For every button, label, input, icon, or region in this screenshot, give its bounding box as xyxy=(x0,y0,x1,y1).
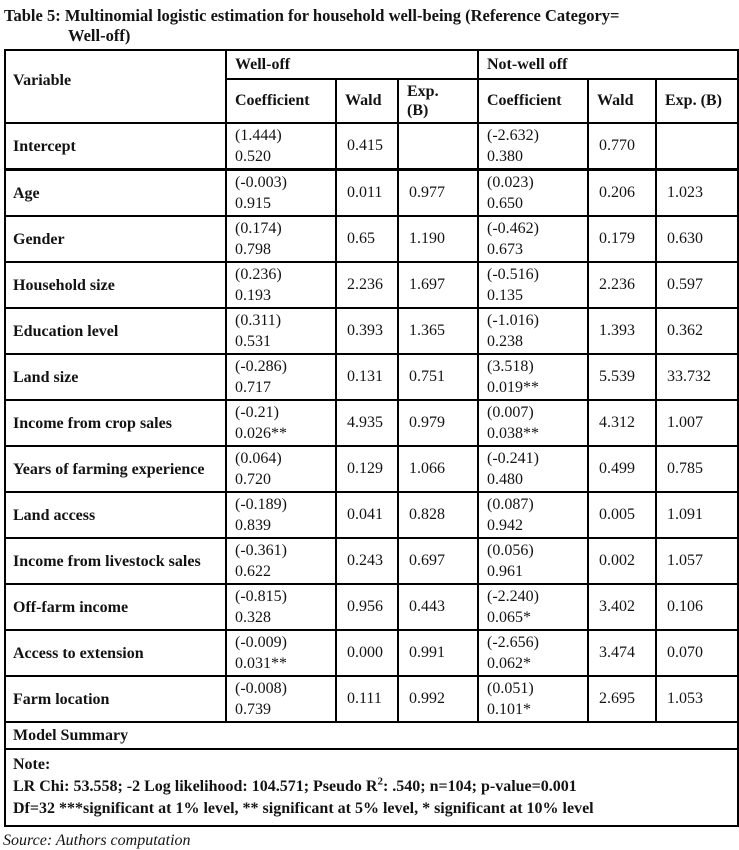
note-block xyxy=(5,749,738,826)
notwell-expb-cell xyxy=(656,123,738,170)
well-wald-cell: 0.393 xyxy=(336,308,398,354)
notwell-wald-cell: 3.474 xyxy=(588,630,656,676)
notwell-wald-cell: 0.206 xyxy=(588,170,656,217)
notwell-expb-cell: 1.057 xyxy=(656,538,738,584)
well-wald-cell: 0.956 xyxy=(336,584,398,630)
notwell-expb-cell: 0.630 xyxy=(656,216,738,262)
variable-cell: Education level xyxy=(5,308,226,354)
notwell-coefficient-cell: (-0.462) 0.673 xyxy=(478,216,588,262)
notwell-expb-cell: 0.597 xyxy=(656,262,738,308)
notwell-expb-cell: 33.732 xyxy=(656,354,738,400)
well-coefficient-cell: (1.444) 0.520 xyxy=(226,123,336,170)
notwell-wald-cell: 5.539 xyxy=(588,354,656,400)
table-row xyxy=(5,584,738,630)
well-coefficient-cell: (-0.003) 0.915 xyxy=(226,170,336,217)
notwell-coefficient-cell: (0.087) 0.942 xyxy=(478,492,588,538)
variable-cell: Land size xyxy=(5,354,226,400)
notwell-coefficient-cell: (0.056) 0.961 xyxy=(478,538,588,584)
notwell-wald-cell: 4.312 xyxy=(588,400,656,446)
notwell-coefficient-cell: (-2.632) 0.380 xyxy=(478,123,588,170)
well-wald-cell: 0.041 xyxy=(336,492,398,538)
well-expb-cell: 1.190 xyxy=(398,216,478,262)
well-coefficient-cell: (-0.009) 0.031** xyxy=(226,630,336,676)
well-expb-header: Exp. (B) xyxy=(398,79,478,123)
notwell-coefficient-header: Coefficient xyxy=(478,79,588,123)
group-header-not-well-off: Not-well off xyxy=(478,50,738,79)
well-expb-cell: 1.066 xyxy=(398,446,478,492)
notwell-coefficient-cell: (3.518) 0.019** xyxy=(478,354,588,400)
table-row xyxy=(5,400,738,446)
variable-cell: Years of farming experience xyxy=(5,446,226,492)
notwell-expb-cell: 0.106 xyxy=(656,584,738,630)
notwell-coefficient-cell: (-2.240) 0.065* xyxy=(478,584,588,630)
table-row xyxy=(5,354,738,400)
table-row xyxy=(5,676,738,722)
notwell-wald-cell: 0.005 xyxy=(588,492,656,538)
variable-cell: Access to extension xyxy=(5,630,226,676)
variable-cell: Intercept xyxy=(5,123,226,170)
variable-cell: Farm location xyxy=(5,676,226,722)
source-line: Source: Authors computation xyxy=(3,832,191,849)
well-expb-cell: 0.992 xyxy=(398,676,478,722)
table-row xyxy=(5,630,738,676)
notwell-wald-cell: 0.499 xyxy=(588,446,656,492)
notwell-wald-header: Wald xyxy=(588,79,656,123)
table-row xyxy=(5,446,738,492)
well-coefficient-cell: (-0.21) 0.026** xyxy=(226,400,336,446)
notwell-coefficient-cell: (0.023) 0.650 xyxy=(478,170,588,217)
table-row xyxy=(5,170,738,217)
well-expb-cell: 0.697 xyxy=(398,538,478,584)
well-expb-cell: 0.979 xyxy=(398,400,478,446)
notwell-expb-cell: 1.053 xyxy=(656,676,738,722)
well-expb-cell: 1.697 xyxy=(398,262,478,308)
table-row xyxy=(5,492,738,538)
notwell-wald-cell: 0.002 xyxy=(588,538,656,584)
notwell-expb-header: Exp. (B) xyxy=(656,79,738,123)
well-coefficient-cell: (-0.008) 0.739 xyxy=(226,676,336,722)
table-title xyxy=(0,0,738,49)
well-expb-cell: 1.365 xyxy=(398,308,478,354)
notwell-expb-cell: 0.785 xyxy=(656,446,738,492)
variable-cell: Income from crop sales xyxy=(5,400,226,446)
table-row xyxy=(5,123,738,170)
notwell-wald-cell: 0.179 xyxy=(588,216,656,262)
well-wald-cell: 2.236 xyxy=(336,262,398,308)
well-coefficient-cell: (0.236) 0.193 xyxy=(226,262,336,308)
notwell-expb-cell: 1.007 xyxy=(656,400,738,446)
well-coefficient-cell: (-0.815) 0.328 xyxy=(226,584,336,630)
well-expb-cell: 0.828 xyxy=(398,492,478,538)
notwell-wald-cell: 2.695 xyxy=(588,676,656,722)
well-wald-cell: 0.243 xyxy=(336,538,398,584)
table-title-line2: Well-off) xyxy=(68,26,131,45)
notwell-coefficient-cell: (0.007) 0.038** xyxy=(478,400,588,446)
well-expb-cell: 0.443 xyxy=(398,584,478,630)
notwell-coefficient-cell: (0.051) 0.101* xyxy=(478,676,588,722)
well-coefficient-cell: (0.174) 0.798 xyxy=(226,216,336,262)
model-summary-row xyxy=(5,722,738,749)
well-coefficient-cell: (-0.361) 0.622 xyxy=(226,538,336,584)
table-row xyxy=(5,308,738,354)
model-summary-label: Model Summary xyxy=(5,722,738,749)
well-wald-cell: 0.65 xyxy=(336,216,398,262)
well-wald-cell: 0.111 xyxy=(336,676,398,722)
well-expb-cell: 0.751 xyxy=(398,354,478,400)
well-wald-cell: 0.415 xyxy=(336,123,398,170)
table-title-line1: Table 5: Multinomial logistic estimation for household well-being (Reference Category= xyxy=(4,6,620,25)
notwell-wald-cell: 1.393 xyxy=(588,308,656,354)
well-wald-cell: 0.000 xyxy=(336,630,398,676)
note-row xyxy=(5,749,738,826)
well-wald-cell: 0.129 xyxy=(336,446,398,492)
well-wald-cell: 0.131 xyxy=(336,354,398,400)
notwell-wald-cell: 2.236 xyxy=(588,262,656,308)
well-wald-header: Wald xyxy=(336,79,398,123)
table-row xyxy=(5,262,738,308)
well-wald-cell: 4.935 xyxy=(336,400,398,446)
well-expb-cell xyxy=(398,123,478,170)
notwell-expb-cell: 0.070 xyxy=(656,630,738,676)
variable-cell: Land access xyxy=(5,492,226,538)
note-line2: LR Chi: 53.558; -2 Log likelihood: 104.571; Pseudo $R^2$: .540; n=104; p-value=0.001 xyxy=(13,775,577,795)
notwell-coefficient-cell: (-0.241) 0.480 xyxy=(478,446,588,492)
note-line3: Df=32 ***significant at 1% level, ** significant at 5% level, * significant at 10% level xyxy=(13,800,594,817)
variable-cell: Age xyxy=(5,170,226,217)
variable-cell: Household size xyxy=(5,262,226,308)
notwell-coefficient-cell: (-2.656) 0.062* xyxy=(478,630,588,676)
well-coefficient-cell: (-0.189) 0.839 xyxy=(226,492,336,538)
notwell-expb-cell: 1.023 xyxy=(656,170,738,217)
well-coefficient-cell: (-0.286) 0.717 xyxy=(226,354,336,400)
results-table xyxy=(4,49,739,827)
table-row xyxy=(5,216,738,262)
table-row xyxy=(5,538,738,584)
group-header-well-off: Well-off xyxy=(226,50,478,79)
notwell-expb-cell: 0.362 xyxy=(656,308,738,354)
note-line1: Note: xyxy=(13,756,51,773)
well-wald-cell: 0.011 xyxy=(336,170,398,217)
variable-cell: Off-farm income xyxy=(5,584,226,630)
variable-column-header: Variable xyxy=(5,50,226,123)
well-coefficient-cell: (0.064) 0.720 xyxy=(226,446,336,492)
variable-cell: Gender xyxy=(5,216,226,262)
well-coefficient-cell: (0.311) 0.531 xyxy=(226,308,336,354)
well-expb-cell: 0.977 xyxy=(398,170,478,217)
notwell-expb-cell: 1.091 xyxy=(656,492,738,538)
well-expb-cell: 0.991 xyxy=(398,630,478,676)
notwell-wald-cell: 0.770 xyxy=(588,123,656,170)
group-header-row xyxy=(5,50,738,79)
notwell-coefficient-cell: (-1.016) 0.238 xyxy=(478,308,588,354)
superscript-2: 2 xyxy=(377,775,383,788)
well-coefficient-header: Coefficient xyxy=(226,79,336,123)
variable-cell: Income from livestock sales xyxy=(5,538,226,584)
notwell-wald-cell: 3.402 xyxy=(588,584,656,630)
notwell-coefficient-cell: (-0.516) 0.135 xyxy=(478,262,588,308)
